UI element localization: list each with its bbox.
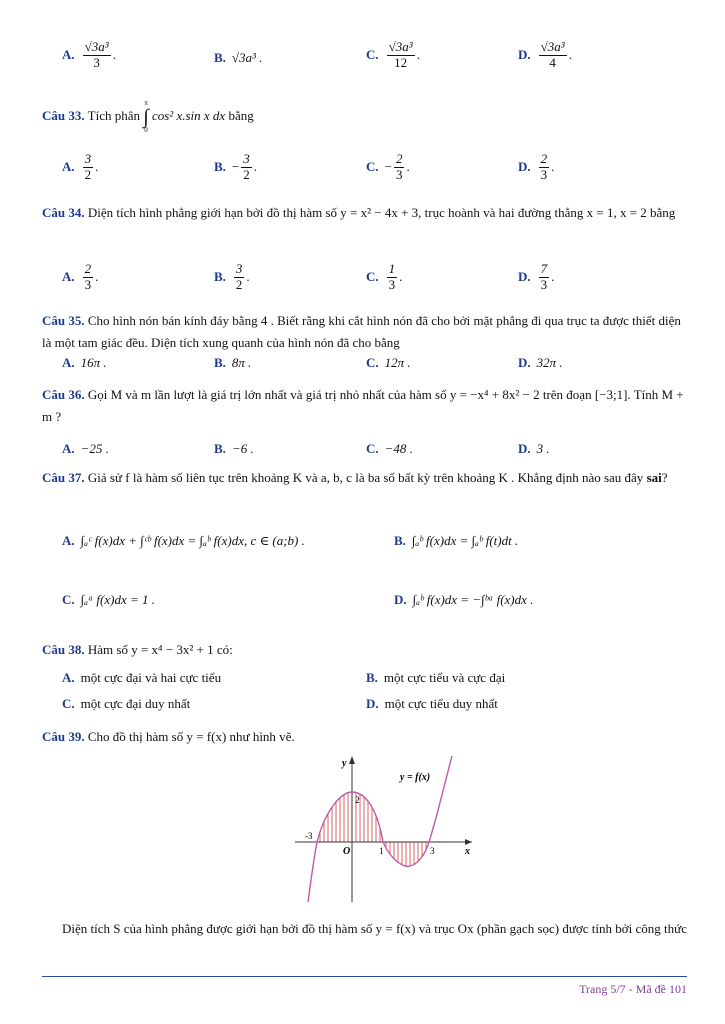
option-label: D.: [518, 269, 531, 285]
fraction-numerator: 1: [388, 261, 396, 276]
q33-option-d[interactable]: [518, 152, 554, 183]
fraction: [83, 152, 94, 183]
fraction: [539, 262, 550, 293]
option-label: D.: [518, 159, 531, 175]
option-text: một cực tiểu duy nhất: [384, 696, 498, 711]
option-text: −6 .: [231, 441, 254, 456]
option-label: D.: [518, 441, 531, 456]
question-39: Câu 39. Cho đồ thị hàm số y = f(x) như hình vẽ.: [42, 729, 295, 744]
option-text: ∫ₐᵇ f(x)dx = −∫ᵇᵃ f(x)dx .: [412, 592, 534, 607]
option-text: .: [399, 269, 403, 285]
option-text: 3 .: [536, 441, 550, 456]
fraction: [394, 152, 405, 183]
option-text: 12π .: [384, 355, 411, 370]
option-label: C.: [366, 441, 379, 456]
option-text: 16π .: [80, 355, 107, 370]
fraction: [539, 40, 567, 71]
option-label: B.: [214, 269, 226, 285]
footer-divider: [42, 976, 687, 977]
option-label: A.: [62, 670, 75, 685]
option-label: C.: [366, 269, 379, 285]
option-label: D.: [518, 355, 531, 370]
fraction-denominator: 3: [84, 276, 92, 292]
q37-option-b[interactable]: [394, 533, 518, 549]
graph-tick-minus-3: -3: [305, 831, 313, 841]
question-33: Câu 33. Tích phân π ∫ 0 cos² x.sin x dx bằng: [42, 99, 254, 134]
option-label: B.: [214, 441, 226, 456]
graph-tick-3: 3: [430, 846, 435, 856]
option-label: B.: [366, 670, 378, 685]
fraction-numerator: 2: [540, 151, 548, 166]
question-38: Câu 38. Hàm số y = x⁴ − 3x² + 1 có:: [42, 642, 233, 657]
option-text: −: [384, 159, 392, 175]
option-label: A.: [62, 441, 75, 456]
option-label: C.: [62, 696, 75, 711]
q38-option-c[interactable]: [62, 696, 190, 712]
option-label: A.: [62, 533, 75, 548]
option-label: A.: [62, 269, 75, 285]
option-text: .: [416, 47, 420, 63]
fraction-denominator: 4: [549, 54, 556, 70]
option-label: B.: [214, 159, 226, 175]
fraction: [387, 262, 398, 293]
prev-option-c[interactable]: [366, 40, 420, 71]
option-text: một cực đại duy nhất: [80, 696, 191, 711]
q36-option-b[interactable]: [214, 441, 254, 457]
graph-function-label: y = f(x): [400, 772, 431, 783]
option-text: 8π .: [231, 355, 252, 370]
fraction-denominator: 3: [540, 276, 548, 292]
option-text: −: [231, 159, 240, 175]
q36-option-c[interactable]: [366, 441, 413, 457]
prev-option-b[interactable]: [214, 50, 262, 66]
fraction-numerator: 3: [243, 151, 250, 166]
q36-option-d[interactable]: [518, 441, 550, 457]
option-text: 32π .: [536, 355, 563, 370]
q36-option-a[interactable]: [62, 441, 109, 457]
option-text: .: [95, 269, 99, 285]
fraction-denominator: 3: [388, 276, 396, 292]
q37-option-d[interactable]: [394, 592, 533, 608]
function-graph: [290, 752, 480, 907]
option-label: A.: [62, 159, 75, 175]
option-label: B.: [214, 355, 226, 370]
fraction-numerator: 2: [84, 261, 92, 276]
option-label: C.: [366, 47, 379, 63]
prev-option-a[interactable]: [62, 40, 116, 71]
fraction: [539, 152, 550, 183]
option-label: C.: [366, 355, 379, 370]
option-label: D.: [394, 592, 407, 607]
option-text: ∫ₐᵃ f(x)dx = 1 .: [80, 592, 156, 607]
option-label: B.: [394, 533, 406, 548]
fraction-numerator: 7: [540, 261, 548, 276]
option-label: D.: [518, 47, 531, 63]
fraction: [241, 152, 252, 183]
question-39-continuation: Diện tích S của hình phẳng được giới hạn bởi đồ thị hàm số y = f(x) và trục Ox (phần gạch sọc) được tính bởi công thức: [62, 921, 687, 936]
prev-option-d[interactable]: [518, 40, 572, 71]
q37-option-c[interactable]: [62, 592, 155, 608]
q38-option-d[interactable]: [366, 696, 498, 712]
graph-x-label: x: [465, 846, 470, 857]
page-footer: Trang 5/7 - Mã đề 101: [579, 982, 687, 996]
fraction: [387, 40, 415, 71]
fraction-numerator: √3a³: [84, 39, 109, 54]
function-curve: [308, 756, 452, 902]
graph-tick-1: 1: [379, 846, 384, 856]
option-text: .: [406, 159, 410, 175]
integral-sign: π ∫ 0: [143, 99, 149, 134]
fraction-denominator: 3: [540, 166, 548, 182]
option-text: ∫ₐᵇ f(x)dx = ∫ₐᵇ f(t)dt .: [411, 533, 519, 548]
question-35: Câu 35. Cho hình nón bán kính đáy bằng 4 . Biết rằng khi cắt hình nón đã cho bởi mặt phẳng đi qua trục ta được thiết diện là một tam giác đều. Diện tích xung quanh của hình nón đã cho bằng: [42, 313, 681, 350]
option-label: C.: [366, 159, 379, 175]
q34-option-c[interactable]: [366, 262, 402, 293]
fraction-numerator: √3a³: [540, 39, 565, 54]
graph-y-label: y: [342, 758, 347, 769]
option-label: D.: [366, 696, 379, 711]
q38-option-b[interactable]: [366, 670, 505, 686]
q35-option-b[interactable]: [214, 355, 251, 371]
option-text: −48 .: [384, 441, 413, 456]
fraction-denominator: 2: [84, 166, 92, 182]
option-text: một cực tiểu và cực đại: [383, 670, 506, 685]
question-36: Câu 36. Gọi M và m lần lượt là giá trị lớn nhất và giá trị nhỏ nhất của hàm số y = −x⁴ + 8x² − 2 trên đoạn [−3;1]. Tính M + m ?: [42, 387, 684, 424]
option-text: .: [253, 159, 258, 175]
y-axis-arrow-icon: [349, 756, 355, 764]
q33-option-b[interactable]: [214, 152, 257, 183]
question-34: Câu 34. Diện tích hình phẳng giới hạn bởi đồ thị hàm số y = x² − 4x + 3, trục hoành và hai đường thẳng x = 1, x = 2 bằng: [42, 205, 676, 220]
fraction-denominator: 3: [93, 54, 100, 70]
option-label: C.: [62, 592, 75, 607]
option-text: .: [551, 159, 555, 175]
option-text: √3a³ .: [231, 50, 263, 65]
q35-option-c[interactable]: [366, 355, 411, 371]
q35-option-d[interactable]: [518, 355, 563, 371]
fraction-denominator: 2: [243, 166, 250, 182]
option-text: một cực đại và hai cực tiểu: [80, 670, 222, 685]
fraction-numerator: 3: [235, 261, 243, 276]
q38-option-a[interactable]: [62, 670, 221, 686]
option-text: .: [246, 269, 250, 285]
fraction-denominator: 12: [394, 54, 408, 70]
fraction: [234, 262, 245, 293]
option-label: A.: [62, 47, 75, 63]
fraction-numerator: √3a³: [388, 39, 413, 54]
q34-option-b[interactable]: [214, 262, 250, 293]
graph-origin-label: O: [343, 846, 351, 857]
graph-tick-2: 2: [355, 795, 360, 805]
fraction-numerator: 2: [395, 151, 403, 166]
x-axis-arrow-icon: [465, 839, 472, 845]
q37-option-a[interactable]: [62, 533, 305, 549]
option-text: .: [112, 47, 116, 63]
fraction-denominator: 2: [235, 276, 243, 292]
option-label: B.: [214, 50, 226, 65]
fraction: [83, 262, 94, 293]
q34-option-d[interactable]: [518, 262, 554, 293]
q33-option-c[interactable]: [366, 152, 410, 183]
option-text: .: [551, 269, 555, 285]
option-text: .: [95, 159, 99, 175]
option-text: .: [568, 47, 572, 63]
q33-option-a[interactable]: [62, 152, 98, 183]
q34-option-a[interactable]: [62, 262, 98, 293]
option-label: A.: [62, 355, 75, 370]
fraction-numerator: 3: [84, 151, 92, 166]
fraction: [83, 40, 111, 71]
fraction-denominator: 3: [395, 166, 403, 182]
q35-option-a[interactable]: [62, 355, 107, 371]
option-text: −25 .: [80, 441, 109, 456]
option-text: ∫ₐᶜ f(x)dx + ∫ᶜᵇ f(x)dx = ∫ₐᵇ f(x)dx, c ∈ (a;b) .: [80, 533, 305, 548]
question-37: Câu 37. Giả sử f là hàm số liên tục trên khoảng K và a, b, c là ba số bất kỳ trên khoảng K . Khẳng định nào sau đây sai?: [42, 470, 668, 485]
